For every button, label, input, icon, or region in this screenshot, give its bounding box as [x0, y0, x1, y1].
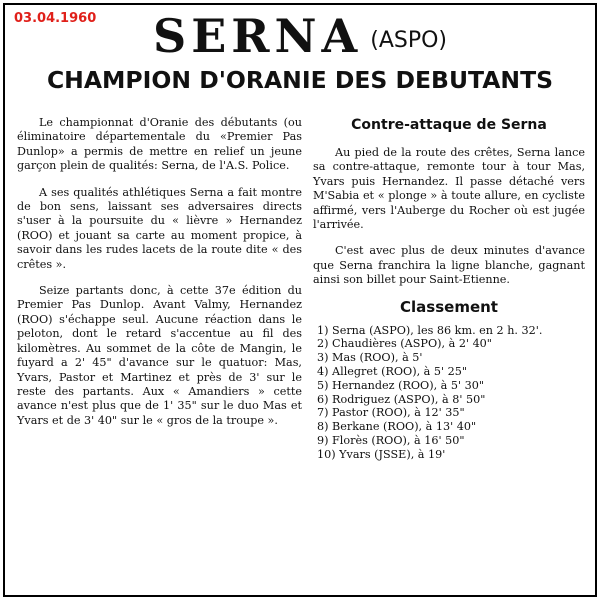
article-paragraph: Le championnat d'Oranie des débutants (ou éliminatoire départementale du «Premier Pas Dunlop» a permis de mettre en relief un jeune garçon plein de qualités: Serna, de l'A.S. Police. — [17, 116, 302, 173]
ranking-list — [313, 324, 585, 462]
section-title-contre-attaque: Contre-attaque de Serna — [351, 117, 547, 133]
ranking-item: 6) Rodriguez (ASPO), à 8' 50" — [317, 392, 486, 406]
section-title-classement: Classement — [400, 297, 498, 316]
article-paragraph: A ses qualités athlétiques Serna a fait montre de bon sens, laissant ses adversaires directs s'user à la poursuite du « lièvre » Hernandez (ROO) et jouant sa carte au moment propice, à savoir dans les rudes lacets de la route dite « des crêtes ». — [17, 185, 302, 271]
clipping-date: 03.04.1960 — [14, 11, 97, 26]
ranking-item: 10) Yvars (JSSE), à 19' — [317, 447, 446, 461]
article-paragraph: Seize partants donc, à cette 37e édition du Premier Pas Dunlop. Avant Valmy, Hernandez (ROO) s'échappe seul. Aucune réaction dans le peloton, dont le retard s'accentue au fil des kilomètres. Au sommet de la côte de Mangin, le fuyard a 2' 45" d'avance sur le quatuor: Mas, Yvars, Pastor et Martinez et près de 3' sur le reste des partants. Aux « Amandiers » cette avance n'est plus que de 1' 35" sur le duo Mas et Yvars et de 3' 40" sur le « gros de la troupe ». — [17, 284, 302, 427]
ranking-item: 8) Berkane (ROO), à 13' 40" — [317, 420, 477, 434]
right-column — [313, 116, 585, 589]
ranking-item: 9) Florès (ROO), à 16' 50" — [317, 434, 465, 448]
ranking-item: 2) Chaudières (ASPO), à 2' 40" — [317, 337, 492, 351]
article-paragraph: C'est avec plus de deux minutes d'avance que Serna franchira la ligne blanche, gagnant ainsi son billet pour Saint-Etienne. — [313, 244, 585, 287]
ranking-item: 4) Allegret (ROO), à 5' 25" — [317, 365, 468, 379]
subtitle: CHAMPION D'ORANIE DES DEBUTANTS — [46, 66, 554, 94]
left-column — [17, 116, 302, 589]
headline — [5, 9, 595, 63]
ranking-item: 1) Serna (ASPO), les 86 km. en 2 h. 32'. — [317, 323, 543, 337]
newspaper-clipping — [3, 3, 597, 597]
ranking-item: 3) Mas (ROO), à 5' — [317, 351, 423, 365]
headline-name: SERNA — [152, 9, 363, 63]
ranking-item: 7) Pastor (ROO), à 12' 35" — [317, 406, 465, 420]
headline-club: (ASPO) — [370, 27, 447, 53]
ranking-item: 5) Hernandez (ROO), à 5' 30" — [317, 378, 485, 392]
article-paragraph: Au pied de la route des crêtes, Serna lance sa contre-attaque, remonte tour à tour Mas, Yvars puis Hernandez. Il passe détaché vers M'Sabia et « plonge » à toute allure, en cycliste affirmé, vers l'Auberge du Rocher où est jugée l'arrivée. — [313, 146, 585, 232]
